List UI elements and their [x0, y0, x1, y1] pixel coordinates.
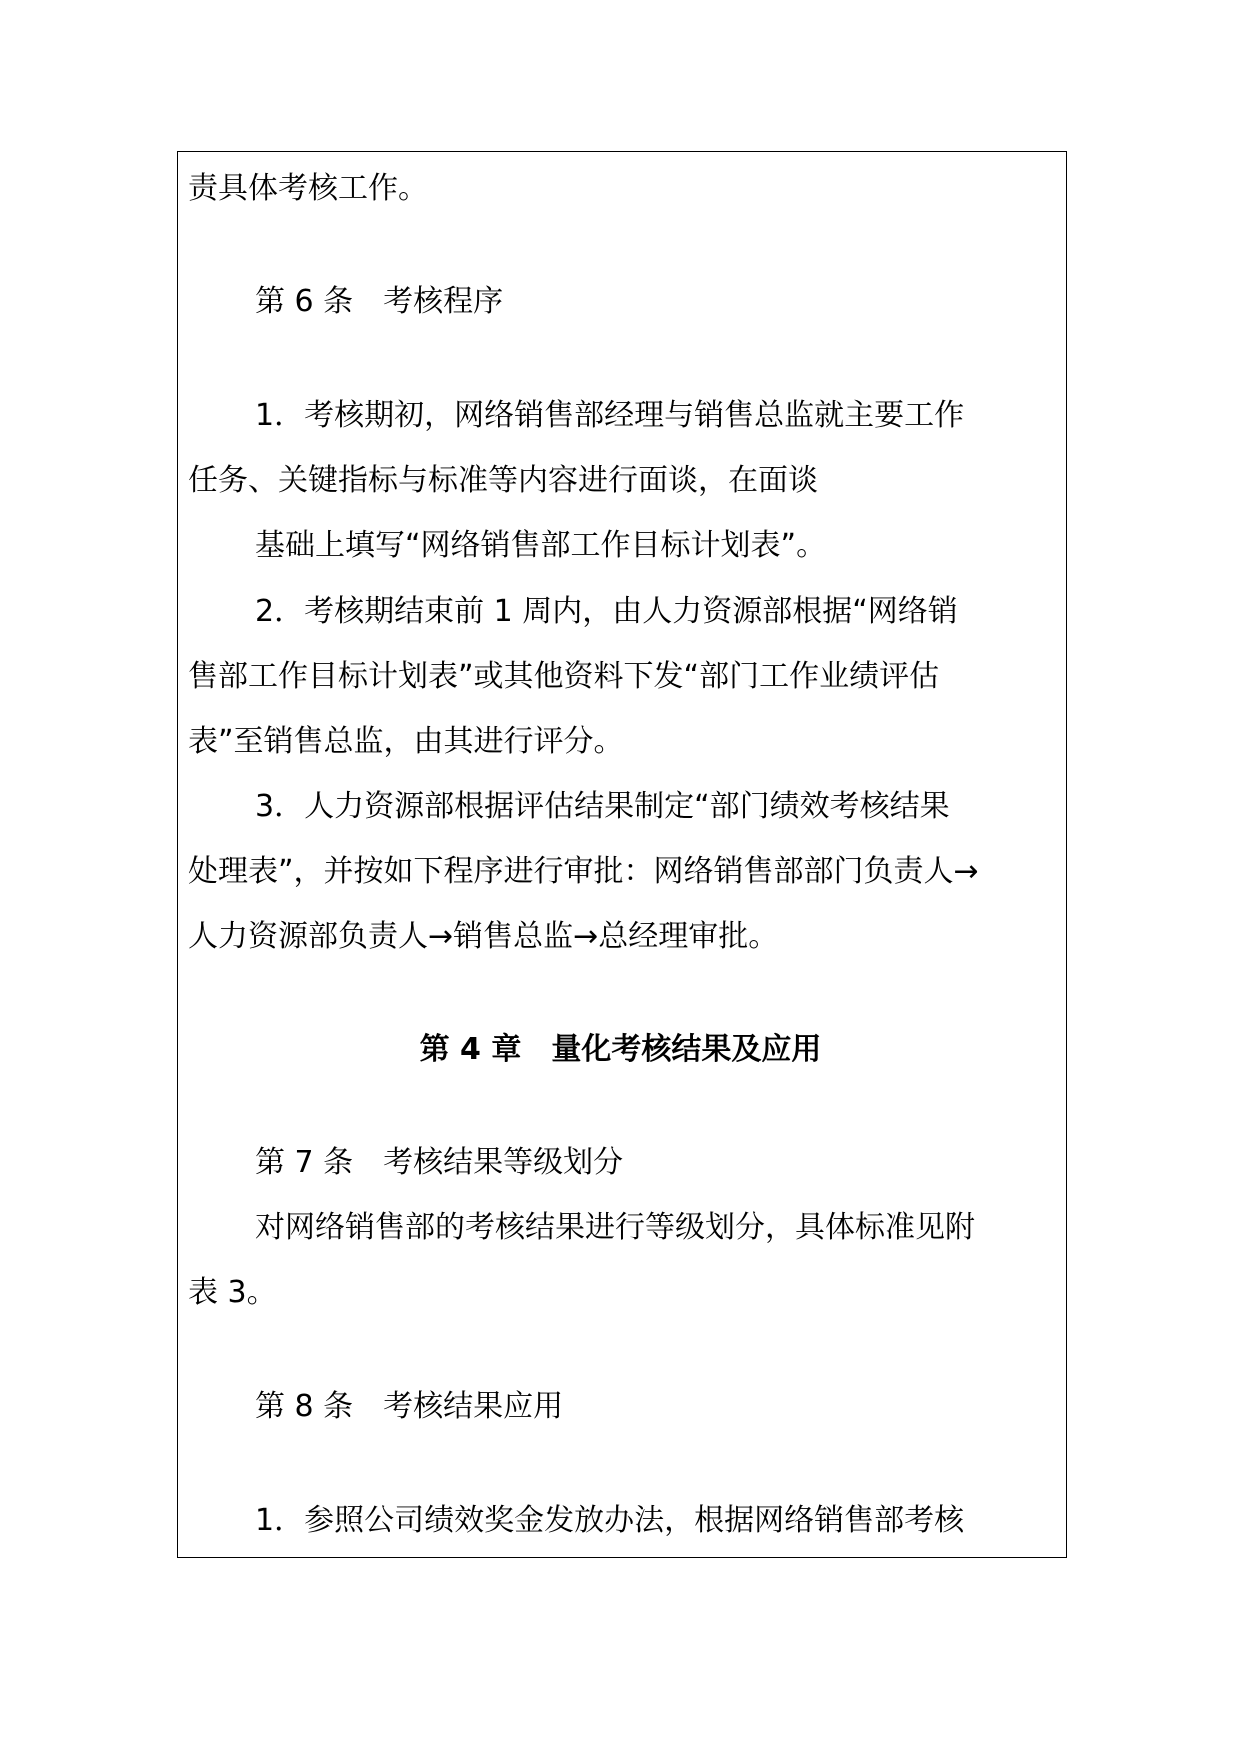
- text-line: 2．考核期结束前 1 周内，由人力资源部根据“网络销: [255, 594, 958, 629]
- text-line: 3．人力资源部根据评估结果制定“部门绩效考核结果: [255, 789, 950, 824]
- chapter-4-heading: 第 4 章 量化考核结果及应用: [419, 1032, 822, 1067]
- text-line: 表”至销售总监，由其进行评分。: [188, 724, 624, 759]
- text-line: 人力资源部负责人→销售总监→总经理审批。: [188, 919, 779, 954]
- text-line: 责具体考核工作。: [188, 171, 428, 206]
- text-line: 1．参照公司绩效奖金发放办法，根据网络销售部考核: [255, 1503, 965, 1538]
- text-line: 售部工作目标计划表”或其他资料下发“部门工作业绩评估: [188, 659, 940, 694]
- text-line: 基础上填写“网络销售部工作目标计划表”。: [255, 528, 827, 563]
- text-line: 表 3。: [188, 1275, 277, 1310]
- article-8-heading: 第 8 条 考核结果应用: [255, 1389, 564, 1424]
- text-line: 处理表”，并按如下程序进行审批：网络销售部部门负责人→: [188, 854, 979, 889]
- article-7-heading: 第 7 条 考核结果等级划分: [255, 1145, 624, 1180]
- text-line: 对网络销售部的考核结果进行等级划分，具体标准见附: [255, 1210, 975, 1245]
- text-line: 1．考核期初，网络销售部经理与销售总监就主要工作: [255, 398, 965, 433]
- text-line: 任务、关键指标与标准等内容进行面谈，在面谈: [188, 463, 818, 498]
- article-6-heading: 第 6 条 考核程序: [255, 284, 504, 319]
